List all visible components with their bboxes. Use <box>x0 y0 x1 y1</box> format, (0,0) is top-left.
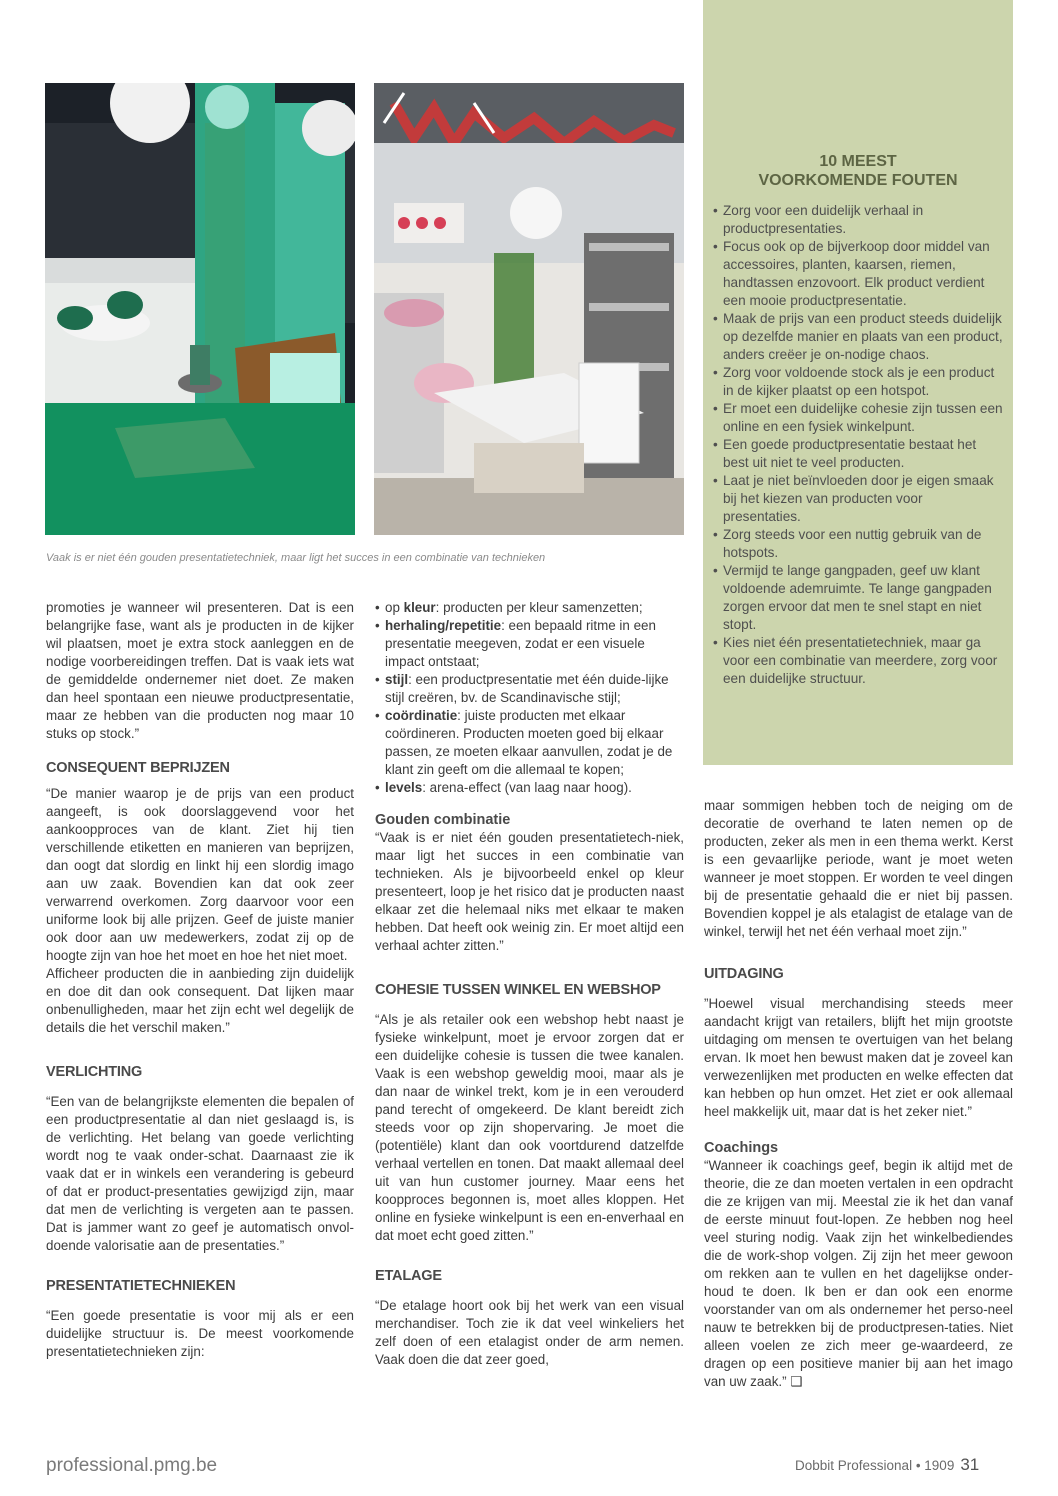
paragraph-etalage: “De etalage hoort ook bij het werk van een visual merchandiser. Toch zie ik dat veel winkeliers het zelf doen of een etalagist onder de arm nemen. Vaak doen die dat zeer goed, <box>375 1298 684 1367</box>
sidebar-item: • Focus ook op de bijverkoop door middel van accessoires, planten, kaarsen, riemen, handtassen enzovoort. Elk product verdient een mooie productpresentatie. <box>713 238 1003 310</box>
technique-item: • levels: arena-effect (van laag naar hoog). <box>375 779 684 797</box>
sidebar-title-line-1: 10 MEEST <box>819 153 897 170</box>
heading-uitdaging: UITDAGING <box>704 966 784 982</box>
column-3 <box>704 797 1013 1391</box>
paragraph-presentatietechnieken: “Een goede presentatie is voor mij als er een duidelijke structuur is. De meest voorkomende presentatietechnieken zijn: <box>46 1308 354 1359</box>
heading-verlichting: VERLICHTING <box>46 1064 143 1080</box>
heading-etalage: ETALAGE <box>375 1268 442 1284</box>
footer-magazine-title: Dobbit Professional • 1909 <box>795 1458 955 1473</box>
sidebar-box <box>703 0 1013 765</box>
sidebar-item: • Kies niet één presentatietechniek, maar ga voor een combinatie van meerdere, zorg voor een duidelijke structuur. <box>713 634 1003 688</box>
end-mark-icon: ❑ <box>790 1374 803 1389</box>
column-1 <box>46 599 354 1361</box>
col3-intro: maar sommigen hebben toch de neiging om de decoratie de overhand te laten nemen op de producten, zeker als men in een thema werkt. Kerst is een gevaarlijke periode, want je moet weten wanneer je moet stoppen. Er worden te veel dingen bij de presentatie gehaald die er niet bij passen. Bovendien koppel je als etalagist de etalage van de winkel, terwijl het net één verhaal moet zijn.” <box>704 798 1013 939</box>
column-2 <box>375 599 684 1369</box>
sidebar-item: • Zorg voor voldoende stock als je een product in de kijker plaatst op een hotspot. <box>713 364 1003 400</box>
sidebar-title <box>703 152 1013 190</box>
sidebar-list <box>713 202 1003 688</box>
sidebar-item: • Laat je niet beïnvloeden door je eigen smaak bij het kiezen van producten voor presentaties. <box>713 472 1003 526</box>
paragraph-uitdaging: ”Hoewel visual merchandising steeds meer aandacht krijgt van retailers, blijft het mijn grootste uitdaging om mensen te overtuigen van het belang ervan. Ik moet hen bewust maken dat je zoveel kan verwezenlijken met producten en welke effecten dat kan hebben op hun omzet. Het ziet er ook allemaal heel makkelijk uit, maar dat is het zeker niet.” <box>704 996 1013 1119</box>
heading-presentatietechnieken: PRESENTATIETECHNIEKEN <box>46 1278 236 1294</box>
techniques-list <box>375 599 684 797</box>
photo-bedroom-display <box>45 83 355 535</box>
technique-item: • op kleur: producten per kleur samenzetten; <box>375 599 684 617</box>
paragraph-gouden-combinatie: “Vaak is er niet één gouden presentatietech-niek, maar ligt het succes in een combinatie van technieken. Als je bijvoorbeeld enkel op kleur presenteert, loop je het risico dat je producten naast elkaar zet die helemaal niks met elkaar te maken hebben. Dat heeft ook weinig zin. Er moet altijd een verhaal achter zitten.” <box>375 830 684 953</box>
photo-store-display <box>374 83 684 535</box>
sidebar-item: • Vermijd te lange gangpaden, geef uw klant voldoende ademruimte. Te lange gangpaden zorgen ervoor dat men te snel stapt en niet stopt. <box>713 562 1003 634</box>
page-number: 31 <box>960 1455 980 1474</box>
paragraph-cohesie: “Als je als retailer ook een webshop hebt naast je fysieke winkelpunt, moet je ervoor zorgen dat er een duidelijke cohesie is tussen die twee kanalen. Vaak is een webshop geweldig mooi, maar als je dan naar de winkel trekt, kom je in een verouderd pand terecht of omgekeerd. De klant bereidt zich steeds voor op zijn shopervaring. Je moet die (potentiële) klant dan ook voortdurend datzelfde verhaal vertellen en tonen. Dat maakt allemaal deel uit van hun customer journey. Maar eens het koopproces begonnen is, moet alles kloppen. Het online en fysieke winkelpunt is een en-enverhaal en dat moet echt goed zitten.” <box>375 1012 684 1243</box>
technique-item: • herhaling/repetitie: een bepaald ritme in een presentatie meegeven, zodat er een visuele impact ontstaat; <box>375 617 684 671</box>
paragraph-beprijzen-1: “De manier waarop je de prijs van een product aangeeft, is ook doorslaggevend voor het aankoopproces van de klant. Ziet hij tien verschillende etiketten en manieren van beprijzen, dan oogt dat slordig en linkt hij een slordig imago aan uw zaak. Bovendien kan dat ook zeer verwarrend overkomen. Zorg daarvoor voor een uniforme look bij alle prijzen. Geef de juiste manier ook door aan uw medewerkers, zodat zij op de hoogte zijn van hoe het moet en hoe het niet moet. <box>46 786 354 963</box>
paragraph-coachings: “Wanneer ik coachings geef, begin ik altijd met de theorie, die ze dan moeten vertalen in een opdracht die ze krijgen van mij. Meestal zie ik het dan vanaf de eerste minuut fout-lopen. Ze hebben nog heel veel sturing nodig. Vaak zijn het winkelbediendes die de work-shop volgen. Zij zijn het meer gewoon om rekken aan te vullen en het dagelijkse onder-houd te doen. Ik ben er dan ook een enorme voorstander van om als ondernemer het perso-neel nauw te betrekken bij de productpresen-taties. Niet alleen voelen ze zich meer ge-waardeerd, ze dragen op een positieve manier bij aan het imago van uw zaak.” ❑ <box>704 1158 1013 1389</box>
heading-coachings: Coachings <box>704 1140 779 1156</box>
heading-gouden-combinatie: Gouden combinatie <box>375 812 511 828</box>
technique-item: • stijl: een productpresentatie met één duide-lijke stijl creëren, bv. de Scandinavische stijl; <box>375 671 684 707</box>
paragraph-beprijzen-2: Afficheer producten die in aanbieding zijn duidelijk en doe dit dan ook consequent. Dat lijken maar onbenulligheden, maar het zijn echt wel degelijk de details die het verschil maken.” <box>46 966 354 1035</box>
photo-caption: Vaak is er niet één gouden presentatietechniek, maar ligt het succes in een combinatie van technieken <box>46 552 546 564</box>
sidebar-item: • Zorg voor een duidelijk verhaal in productpresentaties. <box>713 202 1003 238</box>
technique-item: • coördinatie: juiste producten met elkaar coördineren. Producten moeten goed bij elkaar passen, ze moeten elkaar aanvullen, zodat je de klant zin geeft om die allemaal te kopen; <box>375 707 684 779</box>
sidebar-item: • Er moet een duidelijke cohesie zijn tussen een online en een fysiek winkelpunt. <box>713 400 1003 436</box>
paragraph-verlichting: “Een van de belangrijkste elementen die bepalen of een productpresentatie al dan niet geslaagd is, is de verlichting. Het belang van goede verlichting wordt nog te vaak onder-schat. Daarnaast zie ik vaak dat er in winkels een verandering is gebeurd of dat er product-presentaties gewijzigd zijn, maar dat men de verlichting is vergeten aan te passen. Dat is jammer want zo geef je automatisch onvol-doende valorisatie aan de presentaties.” <box>46 1094 354 1253</box>
sidebar-title-line-2: VOORKOMENDE FOUTEN <box>758 172 958 189</box>
col1-intro: promoties je wanneer wil presenteren. Dat is een belangrijke fase, want als je producten in de kijker wil plaatsen, moet je extra stock aanleggen en de nodige voorbereidingen treffen. Dat is vaak iets wat de gemiddelde ondernemer niet doet. Ze maken dan heel spontaan een nieuwe productpresentatie, maar ze hebben van die producten nog maar 10 stuks op stock.” <box>46 600 354 741</box>
heading-cohesie: COHESIE TUSSEN WINKEL EN WEBSHOP <box>375 982 661 998</box>
heading-beprijzen: CONSEQUENT BEPRIJZEN <box>46 760 230 776</box>
sidebar-item: • Een goede productpresentatie bestaat het best uit niet te veel producten. <box>713 436 1003 472</box>
sidebar-item: • Maak de prijs van een product steeds duidelijk op dezelfde manier en plaats van een product, anders creëer je on-nodige chaos. <box>713 310 1003 364</box>
sidebar-item: • Zorg steeds voor een nuttig gebruik van de hotspots. <box>713 526 1003 562</box>
footer-magazine <box>795 1455 979 1475</box>
footer-site-link[interactable]: professional.pmg.be <box>46 1455 218 1476</box>
